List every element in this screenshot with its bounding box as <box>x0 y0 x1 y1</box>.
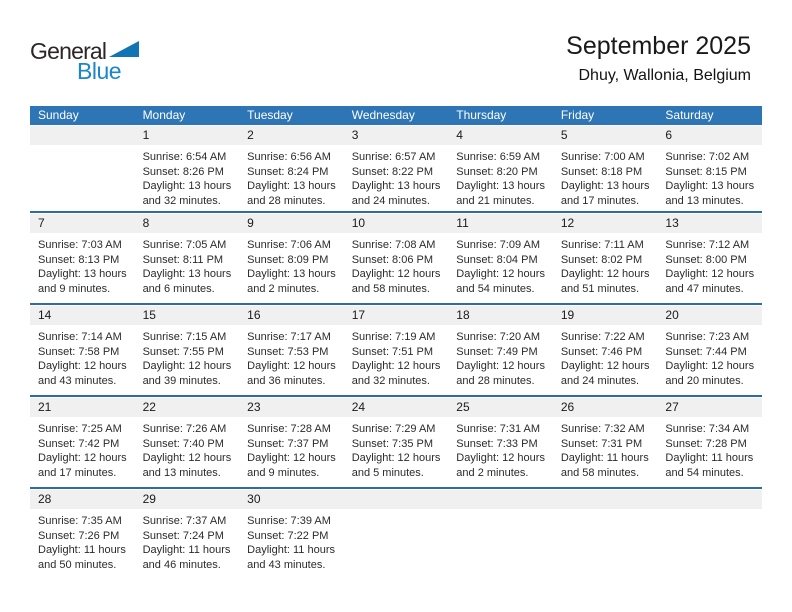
day-number: 22 <box>135 398 240 417</box>
empty-day-cell <box>30 125 135 211</box>
day-number: 18 <box>448 306 553 325</box>
logo-blue-text: Blue <box>77 58 122 84</box>
sunrise-text: Sunrise: 7:22 AM <box>560 331 645 343</box>
day-details <box>30 233 135 296</box>
day-details <box>135 417 240 480</box>
sunrise-text: Sunrise: 7:37 AM <box>142 515 227 527</box>
day-number: 21 <box>30 398 135 417</box>
title-block <box>566 32 751 85</box>
sunrise-text: Sunrise: 7:17 AM <box>247 331 331 343</box>
day-cell-13 <box>657 213 762 303</box>
empty-day-cell <box>344 489 449 579</box>
daylight-text: Daylight: 13 hours and 28 minutes. <box>247 180 336 207</box>
sunrise-text: Sunrise: 6:59 AM <box>456 151 541 163</box>
day-cell-29 <box>135 489 240 579</box>
empty-day-band <box>344 490 449 509</box>
day-number: 23 <box>239 398 344 417</box>
day-number: 17 <box>344 306 449 325</box>
day-number: 10 <box>344 214 449 233</box>
day-number: 28 <box>30 490 135 509</box>
sunrise-text: Sunrise: 7:26 AM <box>142 423 227 435</box>
sunset-text: Sunset: 7:37 PM <box>247 437 329 450</box>
sunrise-text: Sunrise: 6:57 AM <box>351 151 436 163</box>
day-number: 6 <box>657 126 762 145</box>
empty-day-band <box>448 490 553 509</box>
daylight-text: Daylight: 11 hours and 50 minutes. <box>38 544 126 571</box>
week-row-5 <box>30 487 762 579</box>
day-cell-16 <box>239 305 344 395</box>
sunset-text: Sunset: 8:09 PM <box>247 253 329 266</box>
day-details <box>448 417 553 480</box>
day-number: 1 <box>135 126 240 145</box>
day-header-wednesday: Wednesday <box>351 108 415 122</box>
sunset-text: Sunset: 8:22 PM <box>351 165 434 178</box>
day-number: 14 <box>30 306 135 325</box>
day-details <box>30 509 135 572</box>
daylight-text: Daylight: 12 hours and 9 minutes. <box>247 452 336 479</box>
day-number: 15 <box>135 306 240 325</box>
day-number: 20 <box>657 306 762 325</box>
day-cell-6 <box>657 125 762 211</box>
day-details <box>135 325 240 388</box>
sunrise-text: Sunrise: 7:34 AM <box>665 423 750 435</box>
sunset-text: Sunset: 7:35 PM <box>351 437 434 450</box>
daylight-text: Daylight: 11 hours and 54 minutes. <box>665 452 754 479</box>
day-number: 7 <box>30 214 135 233</box>
day-cell-19 <box>553 305 658 395</box>
empty-day-band <box>553 490 658 509</box>
day-cell-3 <box>344 125 449 211</box>
calendar-table <box>30 106 762 579</box>
daylight-text: Daylight: 12 hours and 43 minutes. <box>38 360 127 387</box>
day-details <box>239 325 344 388</box>
sunrise-text: Sunrise: 7:08 AM <box>351 239 436 251</box>
sunrise-text: Sunrise: 7:03 AM <box>38 239 122 251</box>
day-cell-24 <box>344 397 449 487</box>
sunset-text: Sunset: 7:46 PM <box>560 345 643 358</box>
sunset-text: Sunset: 7:51 PM <box>351 345 434 358</box>
day-details <box>239 233 344 296</box>
sunrise-text: Sunrise: 7:15 AM <box>142 331 227 343</box>
day-cell-28 <box>30 489 135 579</box>
day-header-monday: Monday <box>142 108 186 122</box>
day-number: 16 <box>239 306 344 325</box>
day-details <box>344 325 449 388</box>
day-number: 8 <box>135 214 240 233</box>
sunset-text: Sunset: 7:28 PM <box>665 437 747 450</box>
day-number: 11 <box>448 214 553 233</box>
day-details <box>135 145 240 208</box>
sunrise-text: Sunrise: 7:23 AM <box>665 331 750 343</box>
sunrise-text: Sunrise: 7:19 AM <box>351 331 436 343</box>
day-header-friday: Friday <box>560 108 595 122</box>
sunset-text: Sunset: 7:24 PM <box>142 529 224 542</box>
daylight-text: Daylight: 12 hours and 36 minutes. <box>247 360 336 387</box>
day-cell-25 <box>448 397 553 487</box>
logo-general-text: General <box>30 38 107 64</box>
day-cell-21 <box>30 397 135 487</box>
day-details <box>135 233 240 296</box>
day-details <box>344 145 449 208</box>
sunrise-text: Sunrise: 7:28 AM <box>247 423 331 435</box>
day-number: 2 <box>239 126 344 145</box>
empty-day-cell <box>657 489 762 579</box>
sunset-text: Sunset: 7:55 PM <box>142 345 224 358</box>
day-header-tuesday: Tuesday <box>247 108 293 122</box>
empty-day-band <box>30 126 135 145</box>
sunset-text: Sunset: 8:13 PM <box>38 253 120 266</box>
day-cell-12 <box>553 213 658 303</box>
day-cell-9 <box>239 213 344 303</box>
sunrise-text: Sunrise: 7:06 AM <box>247 239 331 251</box>
sunset-text: Sunset: 8:04 PM <box>456 253 538 266</box>
day-details <box>448 233 553 296</box>
sunset-text: Sunset: 7:22 PM <box>247 529 329 542</box>
sunset-text: Sunset: 7:31 PM <box>560 437 643 450</box>
sunset-text: Sunset: 7:42 PM <box>38 437 120 450</box>
sunset-text: Sunset: 8:15 PM <box>665 165 747 178</box>
daylight-text: Daylight: 13 hours and 32 minutes. <box>142 180 232 207</box>
day-cell-18 <box>448 305 553 395</box>
logo <box>30 38 180 90</box>
sunrise-text: Sunrise: 7:05 AM <box>142 239 227 251</box>
week-row-1 <box>30 125 762 211</box>
sunrise-text: Sunrise: 7:14 AM <box>38 331 122 343</box>
sunset-text: Sunset: 7:26 PM <box>38 529 120 542</box>
day-number: 5 <box>553 126 658 145</box>
sunrise-text: Sunrise: 7:12 AM <box>665 239 750 251</box>
daylight-text: Daylight: 11 hours and 43 minutes. <box>247 544 335 571</box>
day-number: 30 <box>239 490 344 509</box>
day-details <box>239 509 344 572</box>
sunset-text: Sunset: 7:49 PM <box>456 345 538 358</box>
sunset-text: Sunset: 8:00 PM <box>665 253 747 266</box>
daylight-text: Daylight: 13 hours and 17 minutes. <box>560 180 650 207</box>
day-number: 29 <box>135 490 240 509</box>
empty-day-cell <box>448 489 553 579</box>
day-details <box>657 145 762 208</box>
empty-day-band <box>657 490 762 509</box>
daylight-text: Daylight: 12 hours and 20 minutes. <box>665 360 755 387</box>
daylight-text: Daylight: 12 hours and 39 minutes. <box>142 360 232 387</box>
day-number: 9 <box>239 214 344 233</box>
day-details <box>553 145 658 208</box>
sunrise-text: Sunrise: 7:11 AM <box>560 239 644 251</box>
empty-day-cell <box>553 489 658 579</box>
day-cell-7 <box>30 213 135 303</box>
day-details <box>553 325 658 388</box>
day-header-thursday: Thursday <box>456 108 507 122</box>
day-number: 24 <box>344 398 449 417</box>
daylight-text: Daylight: 13 hours and 21 minutes. <box>456 180 545 207</box>
day-cell-4 <box>448 125 553 211</box>
day-details <box>553 233 658 296</box>
daylight-text: Daylight: 13 hours and 6 minutes. <box>142 268 232 295</box>
week-row-2 <box>30 211 762 303</box>
day-details <box>448 145 553 208</box>
daylight-text: Daylight: 11 hours and 58 minutes. <box>560 452 649 479</box>
sunset-text: Sunset: 7:53 PM <box>247 345 329 358</box>
daylight-text: Daylight: 12 hours and 5 minutes. <box>351 452 441 479</box>
day-details <box>657 325 762 388</box>
day-cell-27 <box>657 397 762 487</box>
sunset-text: Sunset: 8:24 PM <box>247 165 329 178</box>
sunrise-text: Sunrise: 7:31 AM <box>456 423 541 435</box>
sunset-text: Sunset: 8:06 PM <box>351 253 434 266</box>
sunrise-text: Sunrise: 7:32 AM <box>560 423 645 435</box>
day-cell-2 <box>239 125 344 211</box>
sunrise-text: Sunrise: 7:20 AM <box>456 331 541 343</box>
weekday-header-row <box>30 106 762 125</box>
sunrise-text: Sunrise: 7:35 AM <box>38 515 122 527</box>
day-cell-8 <box>135 213 240 303</box>
daylight-text: Daylight: 12 hours and 47 minutes. <box>665 268 755 295</box>
day-number: 4 <box>448 126 553 145</box>
day-cell-14 <box>30 305 135 395</box>
sunset-text: Sunset: 8:26 PM <box>142 165 224 178</box>
day-details <box>657 417 762 480</box>
daylight-text: Daylight: 13 hours and 9 minutes. <box>38 268 127 295</box>
daylight-text: Daylight: 12 hours and 32 minutes. <box>351 360 441 387</box>
day-cell-23 <box>239 397 344 487</box>
sunrise-text: Sunrise: 7:00 AM <box>560 151 645 163</box>
day-details <box>239 417 344 480</box>
day-cell-17 <box>344 305 449 395</box>
sunset-text: Sunset: 7:40 PM <box>142 437 224 450</box>
day-number: 3 <box>344 126 449 145</box>
sunrise-text: Sunrise: 7:25 AM <box>38 423 122 435</box>
sunrise-text: Sunrise: 7:29 AM <box>351 423 436 435</box>
day-cell-20 <box>657 305 762 395</box>
sunset-text: Sunset: 7:33 PM <box>456 437 538 450</box>
day-number: 25 <box>448 398 553 417</box>
day-number: 13 <box>657 214 762 233</box>
day-cell-5 <box>553 125 658 211</box>
day-number: 26 <box>553 398 658 417</box>
daylight-text: Daylight: 12 hours and 13 minutes. <box>142 452 232 479</box>
sunrise-text: Sunrise: 7:39 AM <box>247 515 331 527</box>
day-details <box>135 509 240 572</box>
daylight-text: Daylight: 13 hours and 24 minutes. <box>351 180 441 207</box>
daylight-text: Daylight: 12 hours and 51 minutes. <box>560 268 650 295</box>
day-cell-22 <box>135 397 240 487</box>
day-header-saturday: Saturday <box>665 108 714 122</box>
week-row-4 <box>30 395 762 487</box>
week-row-3 <box>30 303 762 395</box>
day-cell-15 <box>135 305 240 395</box>
sunset-text: Sunset: 7:58 PM <box>38 345 120 358</box>
day-details <box>30 417 135 480</box>
day-cell-10 <box>344 213 449 303</box>
day-details <box>239 145 344 208</box>
daylight-text: Daylight: 12 hours and 58 minutes. <box>351 268 441 295</box>
sunset-text: Sunset: 8:20 PM <box>456 165 538 178</box>
sunset-text: Sunset: 7:44 PM <box>665 345 747 358</box>
daylight-text: Daylight: 12 hours and 54 minutes. <box>456 268 545 295</box>
sunset-text: Sunset: 8:11 PM <box>142 253 224 266</box>
daylight-text: Daylight: 13 hours and 2 minutes. <box>247 268 336 295</box>
daylight-text: Daylight: 13 hours and 13 minutes. <box>665 180 755 207</box>
daylight-text: Daylight: 12 hours and 24 minutes. <box>560 360 650 387</box>
sunset-text: Sunset: 8:02 PM <box>560 253 643 266</box>
day-details <box>448 325 553 388</box>
day-cell-11 <box>448 213 553 303</box>
day-number: 19 <box>553 306 658 325</box>
daylight-text: Daylight: 12 hours and 28 minutes. <box>456 360 545 387</box>
page-subtitle: Dhuy, Wallonia, Belgium <box>578 67 751 84</box>
daylight-text: Daylight: 11 hours and 46 minutes. <box>142 544 231 571</box>
day-details <box>657 233 762 296</box>
day-cell-30 <box>239 489 344 579</box>
day-details <box>344 417 449 480</box>
sunrise-text: Sunrise: 7:09 AM <box>456 239 541 251</box>
page-title: September 2025 <box>566 32 751 60</box>
logo-triangle-icon <box>109 41 139 57</box>
sunrise-text: Sunrise: 7:02 AM <box>665 151 750 163</box>
day-number: 27 <box>657 398 762 417</box>
daylight-text: Daylight: 12 hours and 2 minutes. <box>456 452 545 479</box>
sunrise-text: Sunrise: 6:54 AM <box>142 151 227 163</box>
day-details <box>553 417 658 480</box>
day-details <box>344 233 449 296</box>
day-details <box>30 325 135 388</box>
day-cell-1 <box>135 125 240 211</box>
day-cell-26 <box>553 397 658 487</box>
sunset-text: Sunset: 8:18 PM <box>560 165 643 178</box>
sunrise-text: Sunrise: 6:56 AM <box>247 151 331 163</box>
day-number: 12 <box>553 214 658 233</box>
daylight-text: Daylight: 12 hours and 17 minutes. <box>38 452 127 479</box>
day-header-sunday: Sunday <box>38 108 79 122</box>
